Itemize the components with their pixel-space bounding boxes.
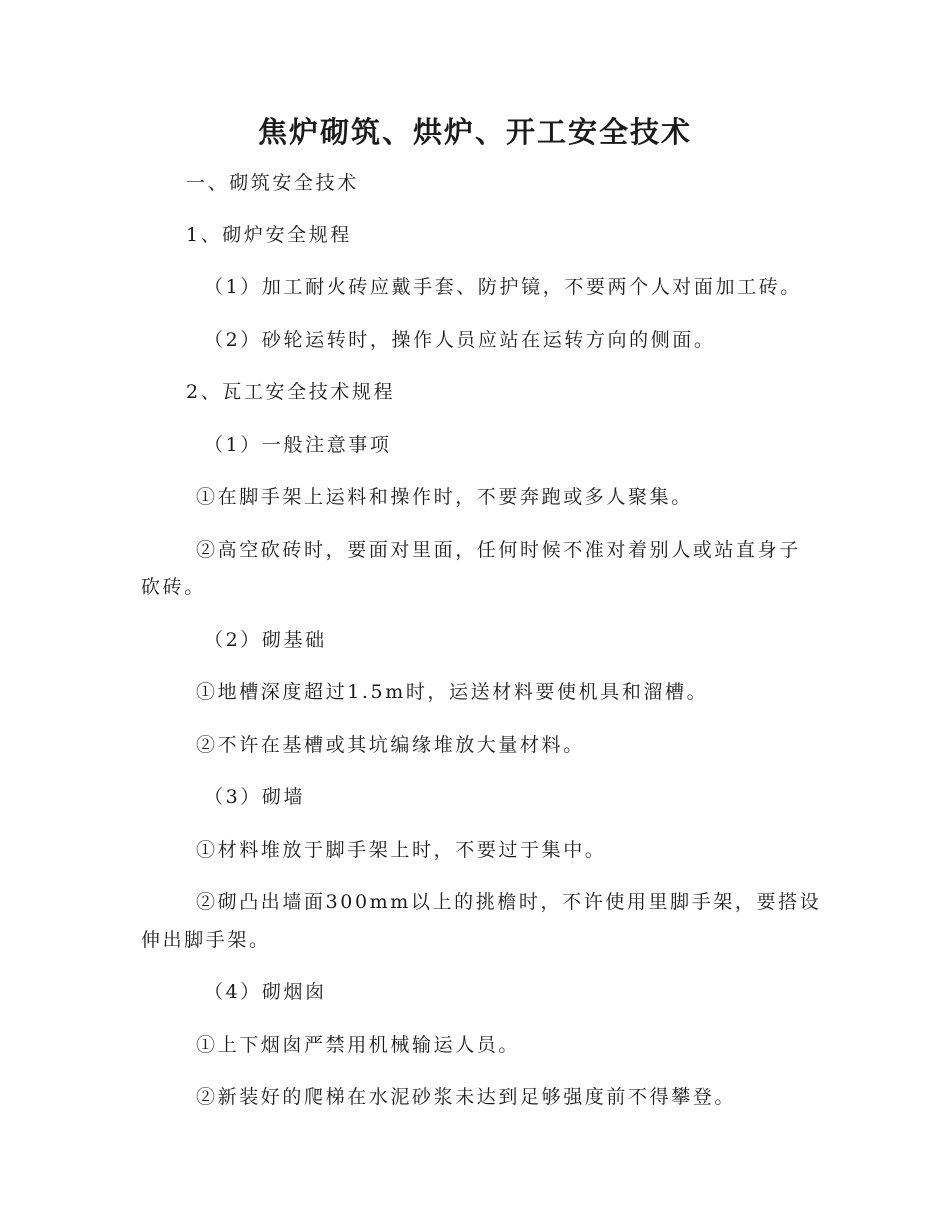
paragraph: ①材料堆放于脚手架上时，不要过于集中。 [196,839,607,861]
item-heading: （3）砌墙 [204,786,306,808]
paragraph: ①地槽深度超过1.5m时，运送材料要使机具和溜槽。 [196,681,709,703]
subsection-heading: 2、瓦工安全技术规程 [186,381,396,403]
subsection-heading: 1、砌炉安全规程 [186,224,352,246]
paragraph: ②高空砍砖时，要面对里面，任何时候不准对着别人或站直身子 [196,539,801,561]
item-heading: （1）一般注意事项 [204,434,392,456]
paragraph: ②砌凸出墙面300mm以上的挑檐时，不许使用里脚手架，要搭设 [196,891,822,913]
paragraph: ②不许在基槽或其坑编缘堆放大量材料。 [196,734,585,756]
item-heading: （4）砌烟囱 [204,981,327,1003]
page-title: 焦炉砌筑、烘炉、开工安全技术 [257,115,692,149]
paragraph-continuation: 伸出脚手架。 [141,929,271,951]
item-heading: （2）砌基础 [204,629,327,651]
paragraph-continuation: 砍砖。 [141,576,206,598]
section-heading: 一、砌筑安全技术 [186,172,359,194]
paragraph: ②新装好的爬梯在水泥砂浆未达到足够强度前不得攀登。 [196,1086,737,1108]
paragraph: ①在脚手架上运料和操作时，不要奔跑或多人聚集。 [196,486,693,508]
paragraph: （1）加工耐火砖应戴手套、防护镜，不要两个人对面加工砖。 [204,276,802,298]
paragraph: ①上下烟囱严禁用机械输运人员。 [196,1034,521,1056]
paragraph: （2）砂轮运转时，操作人员应站在运转方向的侧面。 [204,329,716,351]
